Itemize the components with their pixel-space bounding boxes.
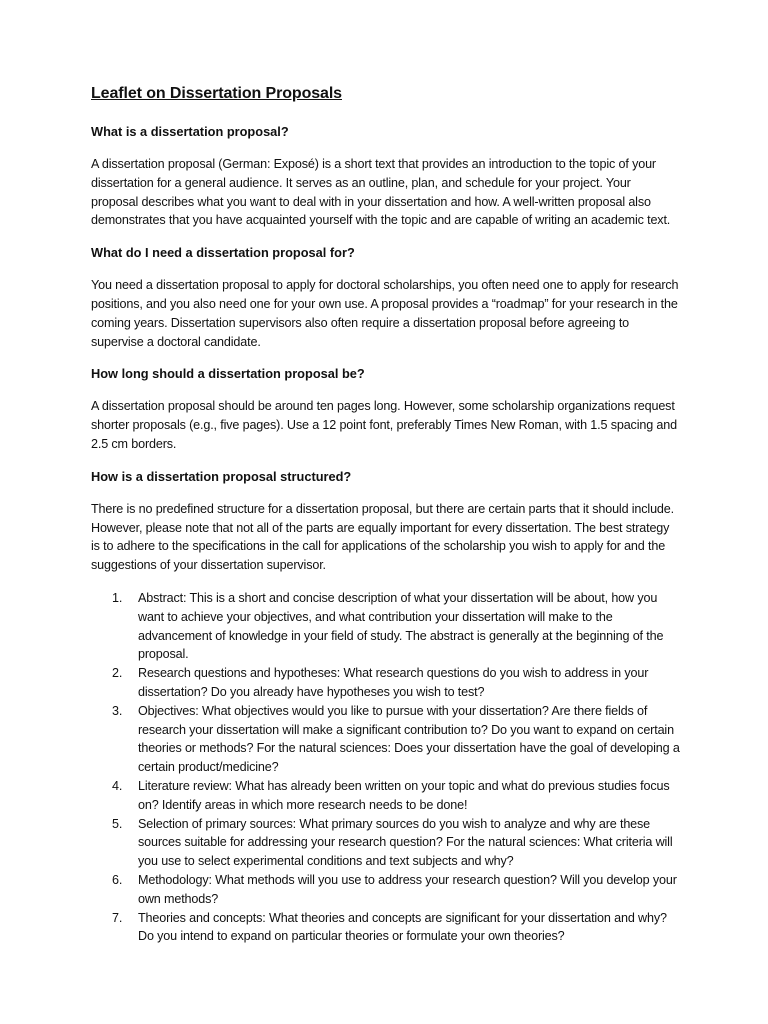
list-item-text: Methodology: What methods will you use to address your research question? Will you develop your own methods? — [138, 872, 677, 906]
list-item-number: 5. — [112, 816, 123, 831]
list-item-text: Selection of primary sources: What primary sources do you wish to analyze and why are these sources suitable for addressing your research question? For the natural sciences: What criteria will you use to select experimental conditions and text subjects and why? — [138, 816, 673, 869]
section-paragraph: A dissertation proposal should be around ten pages long. However, some scholarship organizations request shorter proposals (e.g., five pages). Use a 12 point font, preferably Times New Roman, with 1.5 spacing and 2.5 cm borders. — [91, 399, 677, 451]
list-item — [91, 871, 681, 909]
list-item — [91, 909, 681, 947]
section-heading: How long should a dissertation proposal be? — [91, 366, 365, 382]
list-item-text: Objectives: What objectives would you like to pursue with your dissertation? Are there fields of research your dissertation will make a significant contribution to? Do you want to expand on certain theories or methods? For the natural sciences: Does your dissertation have the goal of developing a certain product/medicine? — [138, 703, 680, 775]
section-heading: What is a dissertation proposal? — [91, 124, 289, 139]
list-item — [91, 664, 681, 702]
list-item — [91, 815, 681, 871]
list-item — [91, 702, 681, 777]
list-item-text: Literature review: What has already been written on your topic and what do previous studies focus on? Identify areas in which more research needs to be done! — [138, 778, 670, 812]
proposal-parts-list — [91, 589, 681, 946]
section-paragraph: A dissertation proposal (German: Exposé) is a short text that provides an introduction to the topic of your dissertation for a general audience. It serves as an outline, plan, and schedule for your project. Your proposal describes what you want to deal with in your dissertation and how. A well-written proposal also demonstrates that you have acquainted yourself with the topic and are capable of writing an academic text. — [91, 157, 671, 228]
section-paragraph: There is no predefined structure for a dissertation proposal, but there are certain parts that it should include. However, please note that not all of the parts are equally important for every dissertation. The best strategy is to adhere to the specifications in the call for applications of the scholarship you wish to apply for and the suggestions of your dissertation supervisor. — [91, 501, 674, 573]
list-item — [91, 777, 681, 815]
list-item-number: 4. — [112, 778, 123, 793]
list-item-number: 7. — [112, 910, 123, 925]
document-content — [91, 84, 681, 946]
list-item-number: 6. — [112, 872, 123, 887]
section-heading: How is a dissertation proposal structured? — [91, 468, 352, 484]
section-heading: What do I need a dissertation proposal for? — [91, 245, 355, 261]
list-item-number: 2. — [112, 666, 123, 681]
document-title: Leaflet on Dissertation Proposals — [91, 85, 342, 102]
list-item-text: Theories and concepts: What theories and concepts are significant for your dissertation and why? Do you intend to expand on particular theories or formulate your own theories? — [138, 910, 667, 944]
list-item — [91, 589, 681, 664]
section-paragraph: You need a dissertation proposal to apply for doctoral scholarships, you often need one to apply for research positions, and you also need one for your own use. A proposal provides a “roadmap” for your research in the coming years. Dissertation supervisors also often require a dissertation proposal before agreeing to supervise a doctoral candidate. — [91, 278, 679, 349]
list-item-text: Research questions and hypotheses: What research questions do you wish to address in your dissertation? Do you already have hypotheses you wish to test? — [138, 666, 649, 699]
list-item-number: 1. — [112, 590, 123, 605]
list-item-number: 3. — [112, 703, 123, 718]
list-item-text: Abstract: This is a short and concise description of what your dissertation will be about, how you want to achieve your objectives, and what contribution your dissertation will make to the advancement of knowledge in your field of study. The abstract is generally at the beginning of the proposal. — [138, 590, 664, 662]
